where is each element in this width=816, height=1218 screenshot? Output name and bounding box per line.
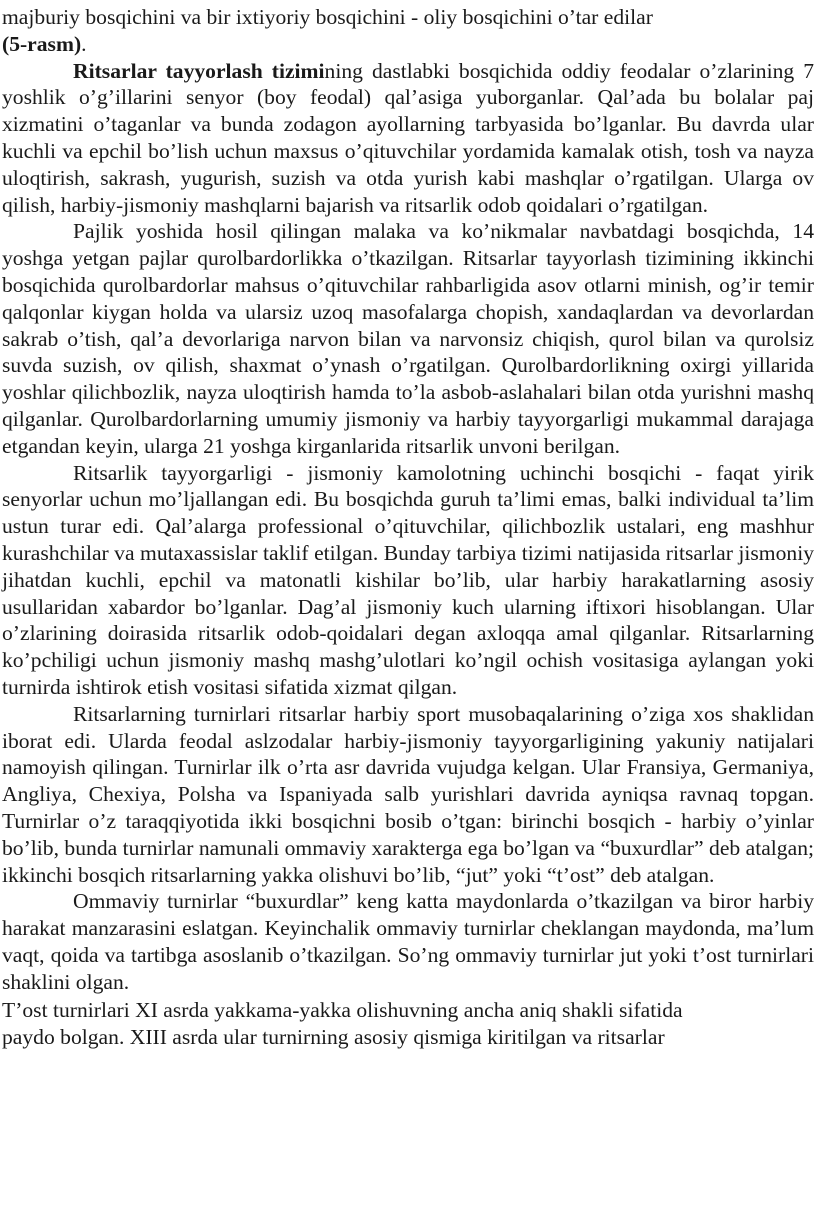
paragraph-mass-tournaments: [2, 888, 814, 995]
paragraph-third-stage: [2, 460, 814, 701]
paragraph-second-stage: [2, 218, 814, 459]
bold-term: Ritsarlar tayyorlash tizimi: [73, 58, 325, 83]
paragraph-text: Ritsarlik tayyorgarligi - jismoniy kamolotning uchinchi bosqichi - faqat yirik senyorlar uchun mo’ljallangan edi. Bu bosqichda guruh ta’limi emas, balki individual ta’lim ustun turar edi. Qal’alarga professional o’qituvchilar, qilichbozlik ustalari, eng mashhur kurashchilar va mutaxassislar taklif etilgan. Bunday tarbiya tizimi natijasida ritsarlar jismoniy jihatdan kuchli, epchil va matonatli kishilar bo’lib, ular harbiy harakatlarning asosiy usullaridan xabardor bo’lganlar. Dag’al jismoniy kuch ularning iftixori hisoblangan. Ular o’zlarining doirasida ritsarlik odob-qoidalari degan axloqqa amal qilganlar. Ritsarlarning ko’pchiligi uchun jismoniy mashq mashg’ulotlari ko’ngil ochish vositasiga aylangan yoki turnirda ishtirok etish vositasi sifatida xizmat qilgan.: [2, 460, 814, 699]
paragraph-tost-tournaments: [2, 997, 814, 1051]
paragraph-tournaments: [2, 701, 814, 889]
paragraph-text: Ommaviy turnirlar “buxurdlar” keng katta maydonlarda o’tkazilgan va biror harbiy harakat manzarasini eslatgan. Keyinchalik ommaviy turnirlar cheklangan maydonda, ma’lum vaqt, qoida va tartibga asoslanib o’tkazilgan. So’ng ommaviy turnirlar jut yoki t’ost turnirlari shaklini olgan.: [2, 889, 814, 994]
paragraph-line: T’ost turnirlari XI asrda yakkama-yakka olishuvning ancha aniq shakli sifatida: [2, 998, 683, 1023]
paragraph-text: majburiy bosqichini va bir ixtiyoriy bosqichini - oliy bosqichini o’tar edilar: [2, 5, 653, 29]
figure-reference: (5-rasm): [2, 31, 82, 56]
paragraph-text: Pajlik yoshida hosil qilingan malaka va ko’nikmalar navbatdagi bosqichda, 14 yoshga yetgan pajlar qurolbardorlikka o’tkazilgan. Ritsarlar tayyorlash tizimining ikkinchi bosqichida qurolbardorlar mahsus o’qituvchilar rahbarligida asov otlarni minish, og’ir temir qalqonlar kiygan holda va ularsiz uzoq masofalarga chopish, xandaqlardan va devorlardan sakrab o’tish, qal’a devorlariga narvon bilan va narvonsiz chiqish, qurol bilan va qurolsiz suvda suzish, ov qilish, shaxmat o’ynash o’rgatilgan. Qurolbardorlikning oxirgi yillarida yoshlar qilichbozlik, nayza uloqtirish hamda to’la asbob-aslahalari bilan otda yurishni mashq qilganlar. Qurolbardorlarning umumiy jismoniy va harbiy tayyorgarligi mukammal darajaga etgandan keyin, ularga 21 yoshga kirganlarida ritsarlik unvoni berilgan.: [2, 219, 814, 458]
paragraph-text: Ritsarlarning turnirlari ritsarlar harbiy sport musobaqalarining o’ziga xos shaklidan iborat edi. Ularda feodal aslzodalar harbiy-jismoniy tayyorgarligining yakuniy natijalari namoyish qilingan. Turnirlar ilk o’rta asr davrida vujudga kelgan. Ular Fransiya, Germaniya, Angliya, Chexiya, Polsha va Ispaniyada salb yurishlari davrida ayniqsa ravnaq topgan. Turnirlar o’z taraqqiyotida ikki bosqichni bosib o’tgan: birinchi bosqich - harbiy o’yinlar bo’lib, bunda turnirlar namunali ommaviy xarakterga ega bo’lgan va “buxurdlar” deb atalgan; ikkinchi bosqich ritsarlarning yakka olishuvi bo’lib, “jut” yoki “t’ost” deb atalgan.: [2, 701, 814, 887]
paragraph-line: paydo bolgan. XIII asrda ular turnirning asosiy qismiga kiritilgan va ritsarlar: [2, 1025, 665, 1050]
paragraph-text: ning dastlabki bosqichida oddiy feodalar o’zlarining 7 yoshlik o’g’illarini senyor (boy feodal) qal’asiga yuborganlar. Qal’ada bu bolalar paj xizmatini o’taganlar va bunda zodagon ayollarning tarbyasida bo’lganlar. Bu davrda ular kuchli va epchil bo’lish uchun maxsus o’qituvchilar yordamida kamalak otish, tosh va nayza uloqtirish, sakrash, yugurish, suzish va otda yurish kabi mashqlar o’rgatilgan. Ularga ov qilish, harbiy-jismoniy mashqlarni bajarish va ritsarlik odob qoidalari o’rgatilgan.: [2, 58, 814, 217]
punctuation: .: [81, 31, 87, 56]
paragraph-knight-training-first-stage: [2, 58, 814, 219]
paragraph-continuation: [2, 4, 814, 58]
